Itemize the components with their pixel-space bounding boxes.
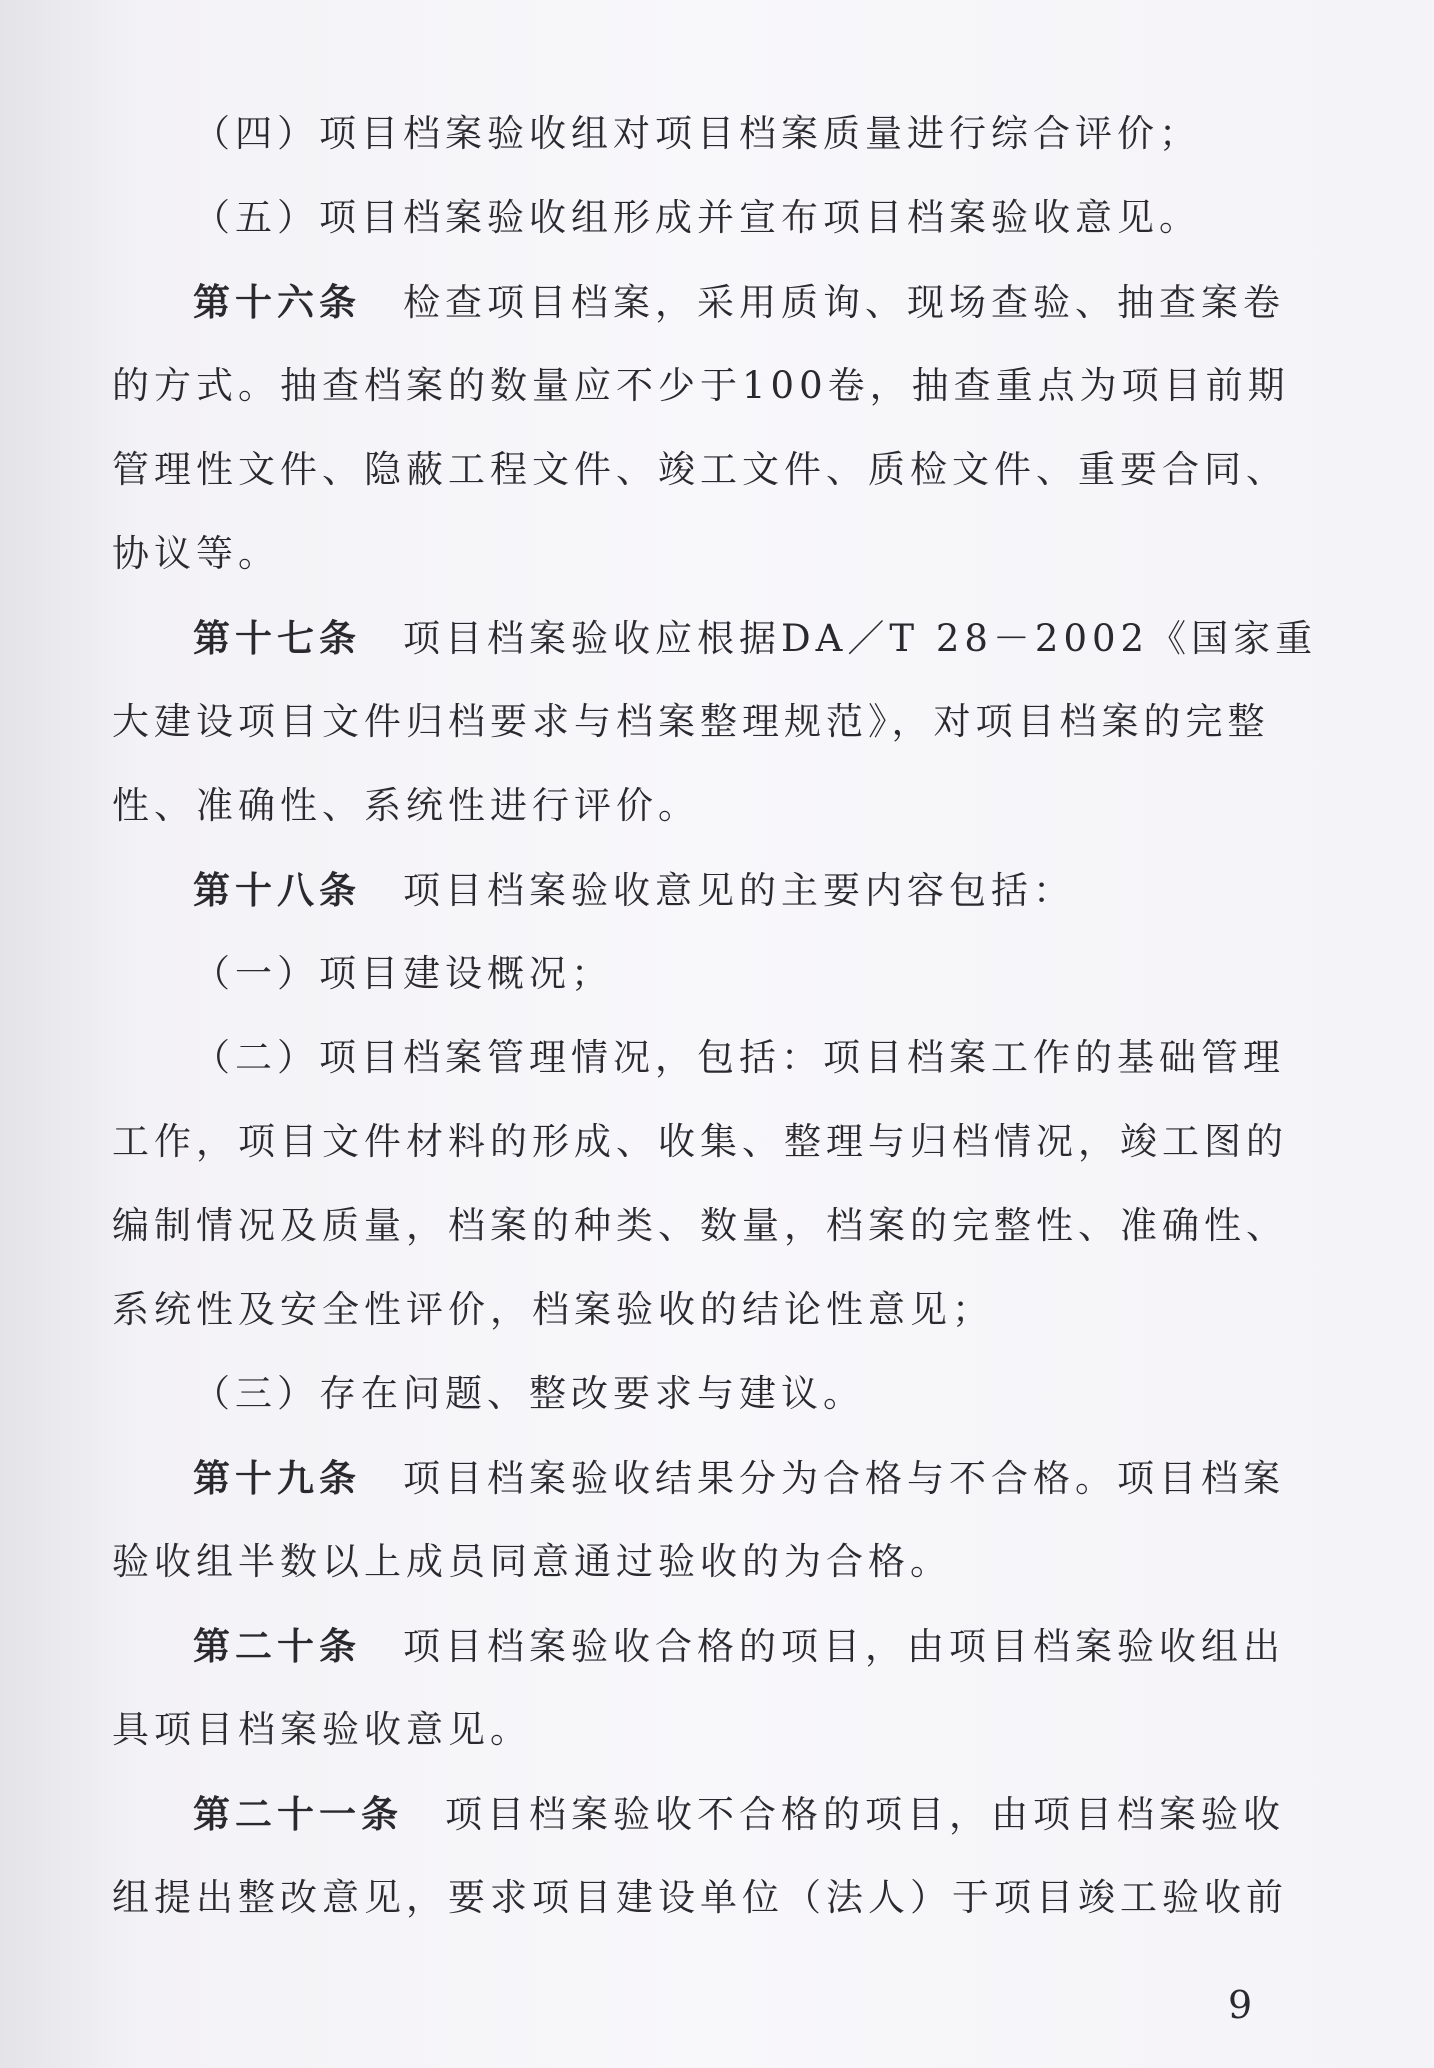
paragraph-line: 具项目档案验收意见。 xyxy=(112,1708,532,1751)
paragraph-line: （一）项目建设概况； xyxy=(193,952,613,995)
article-20-line xyxy=(0,1616,1434,1677)
paragraph-line: 性、准确性、系统性进行评价。 xyxy=(112,784,700,827)
article-heading: 第十八条 xyxy=(193,868,361,912)
paragraph-line: 管理性文件、隐蔽工程文件、竣工文件、质检文件、重要合同、 xyxy=(112,448,1288,491)
paragraph-line: 系统性及安全性评价，档案验收的结论性意见； xyxy=(112,1288,994,1331)
article-16-line xyxy=(0,272,1434,333)
article-text: 项目档案验收合格的项目，由项目档案验收组出 xyxy=(403,1625,1285,1668)
article-heading: 第十九条 xyxy=(193,1456,361,1500)
article-text: 项目档案验收意见的主要内容包括： xyxy=(403,869,1075,912)
paragraph-line: 验收组半数以上成员同意通过验收的为合格。 xyxy=(112,1540,952,1583)
paragraph-line: （二）项目档案管理情况，包括：项目档案工作的基础管理 xyxy=(193,1036,1285,1079)
article-text: 项目档案验收结果分为合格与不合格。项目档案 xyxy=(403,1457,1285,1500)
paragraph-line: 工作，项目文件材料的形成、收集、整理与归档情况，竣工图的 xyxy=(112,1120,1288,1163)
paragraph-line: 组提出整改意见，要求项目建设单位（法人）于项目竣工验收前 xyxy=(112,1876,1288,1919)
article-heading: 第二十条 xyxy=(193,1624,361,1668)
article-heading: 第十六条 xyxy=(193,280,361,324)
paragraph-line: （三）存在问题、整改要求与建议。 xyxy=(193,1372,865,1415)
paragraph-line: （五）项目档案验收组形成并宣布项目档案验收意见。 xyxy=(193,196,1201,239)
paragraph-line: 的方式。抽查档案的数量应不少于100卷，抽查重点为项目前期 xyxy=(112,364,1290,407)
paragraph-line: （四）项目档案验收组对项目档案质量进行综合评价； xyxy=(193,112,1201,155)
article-heading: 第十七条 xyxy=(193,616,361,660)
article-21-line xyxy=(0,1784,1434,1845)
article-17-line xyxy=(0,608,1434,669)
article-text: 检查项目档案，采用质询、现场查验、抽查案卷 xyxy=(403,281,1285,324)
page-number: 9 xyxy=(1228,1983,1253,2027)
article-heading: 第二十一条 xyxy=(193,1792,403,1836)
article-18-line xyxy=(0,860,1434,921)
article-text: 项目档案验收不合格的项目，由项目档案验收 xyxy=(445,1793,1285,1836)
paragraph-line: 编制情况及质量，档案的种类、数量，档案的完整性、准确性、 xyxy=(112,1204,1288,1247)
article-text: 项目档案验收应根据DA／T 28－2002《国家重 xyxy=(403,617,1318,660)
article-19-line xyxy=(0,1448,1434,1509)
paragraph-line: 协议等。 xyxy=(112,532,280,575)
paragraph-line: 大建设项目文件归档要求与档案整理规范》，对项目档案的完整 xyxy=(112,700,1270,743)
